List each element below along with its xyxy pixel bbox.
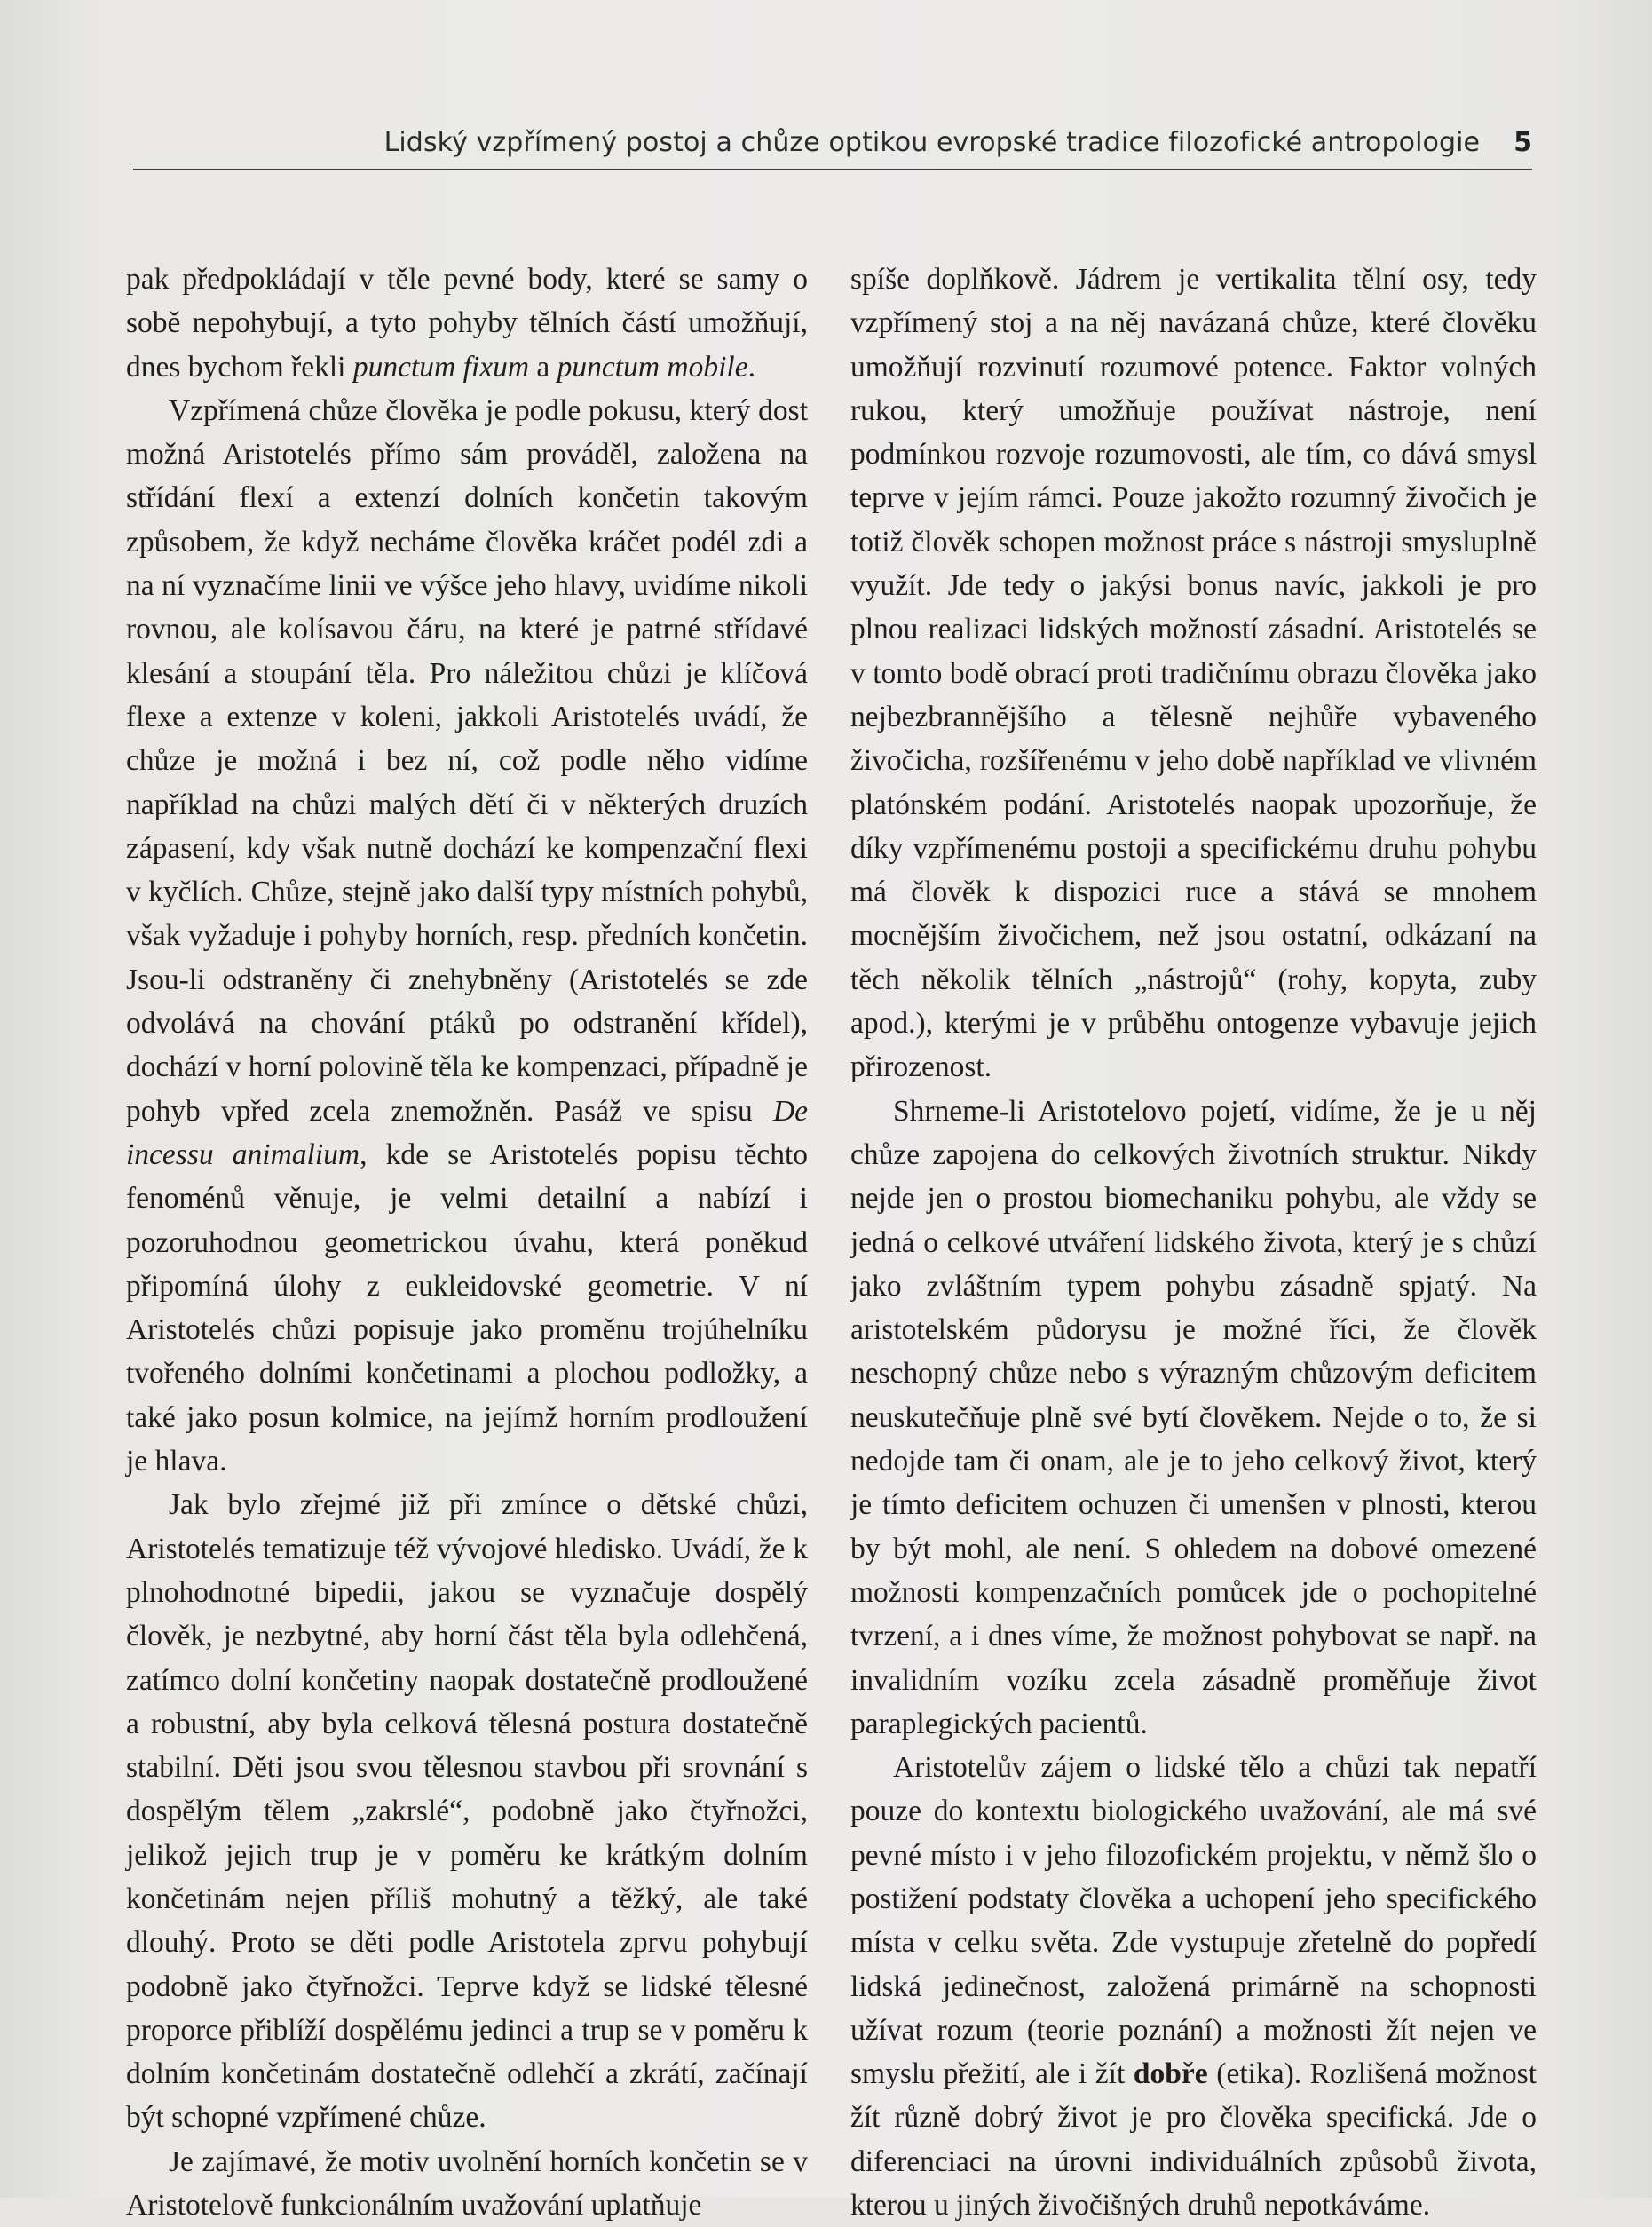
paragraph: spíše doplňkově. Jádrem je vertikalita tělní osy, tedy vzpřímený stoj a na něj navázaná chůze, které člověku umožňují rozvinutí rozumové potence. Faktor volných rukou, který umožňuje používat nástroje, není podmínkou rozvoje rozumovosti, ale tím, co dává smysl teprve v jejím rámci. Pouze jakožto rozumný živočich je totiž člověk schopen možnost práce s nástroji smysluplně využít. Jde tedy o jakýsi bonus navíc, jakkoli je pro plnou realizaci lidských možností zásadní. Aristotelés se v tomto bodě obrací proti tradičnímu obrazu člověka jako nejbezbrannějšího a tělesně nejhůře vybaveného živočicha, rozšířenému v jeho době například ve vlivném platónském podání. Aristotelés naopak upozorňuje, že díky vzpřímenému postoji a specifickému druhu pohybu má člověk k dispozici ruce a stává se mnohem mocnějším živočichem, než jsou ostatní, odkázaní na těch několik tělních „nástrojů“ (rohy, kopyta, zuby apod.), kterými je v průběhu ontogenze vybavuje jejich přirozenost.: [850, 263, 1537, 1084]
paragraph: pak předpokládají v těle pevné body, které se samy o sobě nepohybují, a tyto pohyby tělních částí umožňují, dnes bychom řekli punctum fixum a punctum mobile.: [126, 263, 808, 384]
paragraph: Shrneme-li Aristotelovo pojetí, vidíme, že je u něj chůze zapojena do celkových životních struktur. Nikdy nejde jen o prostou biomechaniku pohybu, ale vždy se jedná o celkové utváření lidského života, který je s chůzí jako zvláštním typem pohybu zásadně spjatý. Na aristotelském půdorysu je možné říci, že člověk neschopný chůze nebo s výrazným chůzovým deficitem neuskutečňuje plně své bytí člověkem. Nejde o to, že si nedojde tam či onam, ale je to jeho celkový život, který je tímto deficitem ochuzen či umenšen v plnosti, kterou by být mohl, ale není. S ohledem na dobové omezené možnosti kompenzačních pomůcek jde o pochopitelné tvrzení, a i dnes víme, že možnost pohybovat se např. na invalidním vozíku zcela zásadně proměňuje život paraplegických pacientů.: [850, 1094, 1537, 1740]
right-column: [850, 258, 1537, 2227]
running-title: Lidský vzpřímený postoj a chůze optikou evropské tradice filozofické antropologie: [383, 126, 1481, 158]
running-head: [133, 115, 1532, 170]
paragraph: Aristotelův zájem o lidské tělo a chůzi tak nepatří pouze do kontextu biologického uvažování, ale má své pevné místo i v jeho filozofickém projektu, v němž šlo o postižení podstaty člověka a uchopení jeho specifického místa v celku světa. Zde vystupuje zřetelně do popředí lidská jedinečnost, založená primárně na schopnosti užívat rozum (teorie poznání) a možnosti žít nejen ve smyslu přežití, ale i žít dobře (etika). Rozlišená možnost žít různě dobrý život je pro člověka specifická. Jde o diferenciaci na úrovni individuálních způsobů života, kterou u jiných živočišných druhů nepotkáváme.: [850, 1751, 1537, 2223]
left-column: [126, 258, 808, 2227]
paragraph: Je zajímavé, že motiv uvolnění horních končetin se v Aristotelově funkcionálním uvažování uplatňuje: [126, 2144, 808, 2223]
paragraph: Vzpřímená chůze člověka je podle pokusu, který dost možná Aristotelés přímo sám prováděl, založena na střídání flexí a extenzí dolních končetin takovým způsobem, že když necháme člověka kráčet podél zdi a na ní vyznačíme linii ve výšce jeho hlavy, uvidíme nikoli rovnou, ale kolísavou čáru, na které je patrné střídavé klesání a stoupání těla. Pro náležitou chůzi je klíčová flexe a extenze v koleni, jakkoli Aristotelés uvádí, že chůze je možná i bez ní, což podle něho vidíme například na chůzi malých dětí či v některých druzích zápasení, kdy však nutně dochází ke kompenzační flexi v kyčlích. Chůze, stejně jako další typy místních pohybů, však vyžaduje i pohyby horních, resp. předních končetin. Jsou-li odstraněny či znehybněny (Aristotelés se zde odvolává na chování ptáků po odstranění křídel), dochází v horní polovině těla ke kompenzaci, případně je pohyb vpřed zcela znemožněn. Pasáž ve spisu De incessu animalium, kde se Aristotelés popisu těchto fenoménů věnuje, je velmi detailní a nabízí i pozoruhodnou geometrickou úvahu, která poněkud připomíná úlohy z eukleidovské geometrie. V ní Aristotelés chůzi popisuje jako proměnu trojúhelníku tvořeného dolními končetinami a plochou podložky, a také jako posun kolmice, na jejímž horním prodloužení je hlava.: [126, 393, 808, 1478]
paragraph: Jak bylo zřejmé již při zmínce o dětské chůzi, Aristotelés tematizuje též vývojové hledisko. Uvádí, že k plnohodnotné bipedii, jakou se vyznačuje dospělý člověk, je nezbytné, aby horní část těla byla odlehčená, zatímco dolní končetiny naopak dostatečně prodloužené a robustní, aby byla celková tělesná postura dostatečně stabilní. Děti jsou svou tělesnou stavbou při srovnání s dospělým tělem „zakrslé“, podobně jako čtyřnožci, jelikož jejich trup je v poměru ke krátkým dolním končetinám nejen příliš mohutný a těžký, ale také dlouhý. Proto se děti podle Aristotela zprvu pohybují podobně jako čtyřnožci. Teprve když se lidské tělesné proporce přiblíží dospělému jedinci a trup se v poměru k dolním končetinám dostatečně odlehčí a zkrátí, začínají být schopné vzpřímené chůze.: [126, 1488, 808, 2135]
page-number: 5: [1514, 126, 1532, 158]
